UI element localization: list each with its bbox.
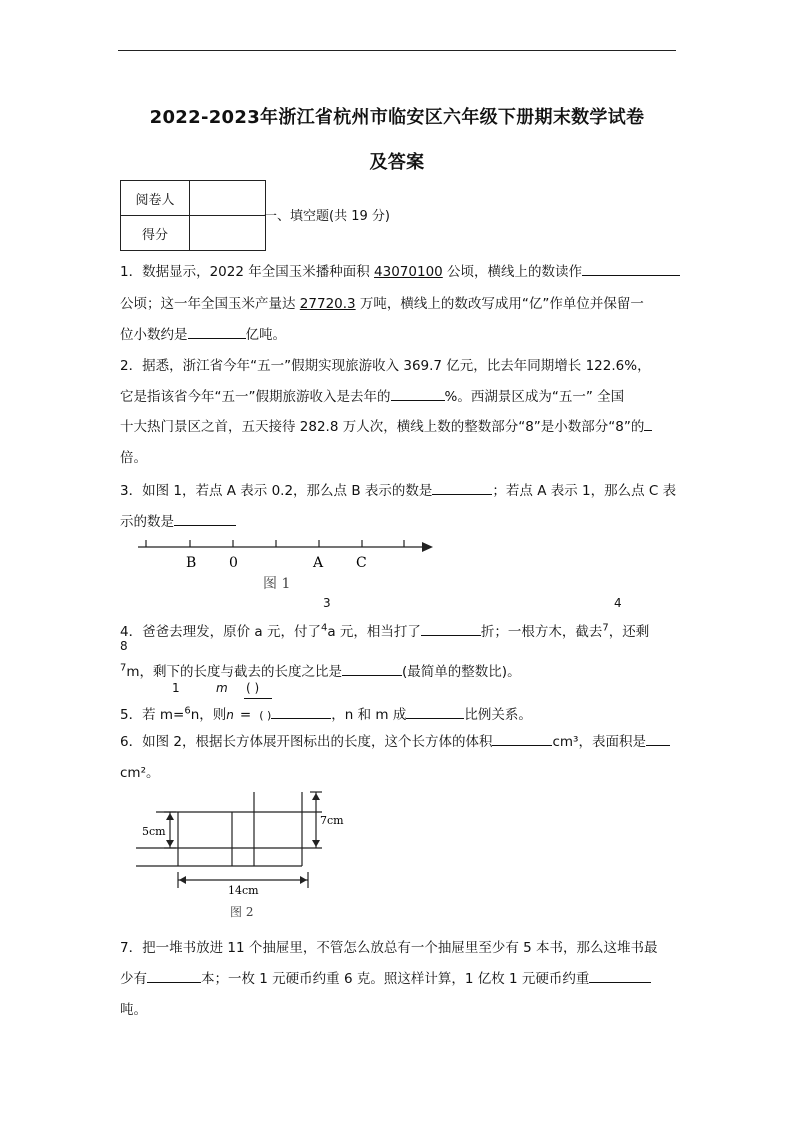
figure-2-net xyxy=(136,786,356,926)
point-c-label: C xyxy=(356,555,367,571)
q7-line2: 少有 本；一枚 1 元硬币约重 6 克。照这样计算，1 亿枚 1 元硬币约重 xyxy=(120,967,651,987)
figure-2-caption: 图 2 xyxy=(230,905,254,919)
answer-blank[interactable] xyxy=(589,968,651,983)
figure-1-number-line xyxy=(130,535,440,595)
q1-line1: 1．数据显示，2022 年全国玉米播种面积 43070100 公顷，横线上的数读作 xyxy=(120,260,680,280)
page-title-line2: 及答案 xyxy=(369,152,425,173)
q5-line: 5．若 m=$^6$n，则n = ( ) ，n 和 m 成 比例关系。 xyxy=(120,705,532,723)
q7-line1: 7．把一堆书放进 11 个抽屉里，不管怎么放总有一个抽屉里至少有 5 本书，那么这堆书最 xyxy=(120,940,658,956)
q3-line1: 3．如图 1，若点 A 表示 0.2，那么点 B 表示的数是 ；若点 A 表示 1，那么点 C 表 xyxy=(120,479,676,499)
answer-blank[interactable] xyxy=(644,416,652,431)
q6-line2: cm²。 xyxy=(120,765,160,781)
answer-blank[interactable] xyxy=(492,731,552,746)
label-7cm: 7cm xyxy=(320,814,344,827)
origin-label: 0 xyxy=(229,555,238,571)
answer-blank[interactable] xyxy=(646,731,670,746)
label-5cm: 5cm xyxy=(142,825,166,838)
score-table xyxy=(120,180,266,251)
answer-blank[interactable] xyxy=(147,968,201,983)
q6-line1: 6．如图 2，根据长方体展开图标出的长度，这个长方体的体积 cm³，表面积是 xyxy=(120,730,670,750)
fraction-1-6-numerator: 1 xyxy=(172,681,180,695)
answer-blank[interactable] xyxy=(342,661,402,676)
fraction-bar xyxy=(244,698,272,699)
answer-blank[interactable] xyxy=(188,324,246,339)
figure-1-caption: 图 1 xyxy=(263,576,291,592)
answer-blank[interactable] xyxy=(391,386,445,401)
q2-line4: 倍。 xyxy=(120,450,147,466)
fraction-3-4-numerator: 3 xyxy=(323,596,331,610)
q1-line3: 位小数约是 亿吨。 xyxy=(120,323,286,343)
answer-blank[interactable] xyxy=(582,261,680,276)
point-b-label: B xyxy=(186,555,197,571)
header-rule xyxy=(118,50,676,51)
answer-blank[interactable] xyxy=(432,480,492,495)
q2-line1: 2．据悉，浙江省今年“五一”假期实现旅游收入 369.7 亿元，比去年同期增长 122.6%， xyxy=(120,358,651,374)
q4-line2: $^7$m，剩下的长度与截去的长度之比是 (最简单的整数比)。 xyxy=(120,662,521,680)
point-a-label: A xyxy=(313,555,324,571)
q4-line1: 4．爸爸去理发，原价 a 元，付了$^4$a 元，相当打了 折；一根方木，截去$^7$，还剩 xyxy=(120,622,650,640)
q1-line2: 公顷；这一年全国玉米产量达 27720.3 万吨，横线上的数改写成用“亿”作单位并保留一 xyxy=(120,296,644,312)
reviewer-label: 阅卷人 xyxy=(121,181,190,216)
score-label: 得分 xyxy=(121,216,190,251)
q7-line3: 吨。 xyxy=(120,1002,147,1018)
q2-line3: 十大热门景区之首，五天接待 282.8 万人次，横线上数的整数部分“8”是小数部分“8”的 xyxy=(120,415,652,435)
ratio-denominator-blank[interactable]: ( ) xyxy=(259,709,272,722)
label-14cm: 14cm xyxy=(228,884,259,897)
answer-blank[interactable] xyxy=(421,621,481,636)
answer-blank[interactable] xyxy=(406,704,464,719)
answer-blank[interactable] xyxy=(174,511,236,526)
fraction-4-7-numerator: 4 xyxy=(614,596,622,610)
ratio-m: m xyxy=(216,681,228,695)
answer-blank[interactable] xyxy=(271,704,331,719)
fraction-8-7-numerator: 8 xyxy=(120,639,128,653)
ratio-numerator-blank[interactable]: ( ) xyxy=(246,681,260,695)
q3-line2: 示的数是 xyxy=(120,510,236,530)
score-cell[interactable] xyxy=(190,216,266,251)
q2-line2: 它是指该省今年“五一”假期旅游收入是去年的 %。西湖景区成为“五一” 全国 xyxy=(120,385,624,405)
page-title: 2022-2023年浙江省杭州市临安区六年级下册期末数学试卷 xyxy=(149,107,645,128)
reviewer-cell[interactable] xyxy=(190,181,266,216)
section-heading: 一、填空题(共 19 分) xyxy=(264,209,390,224)
